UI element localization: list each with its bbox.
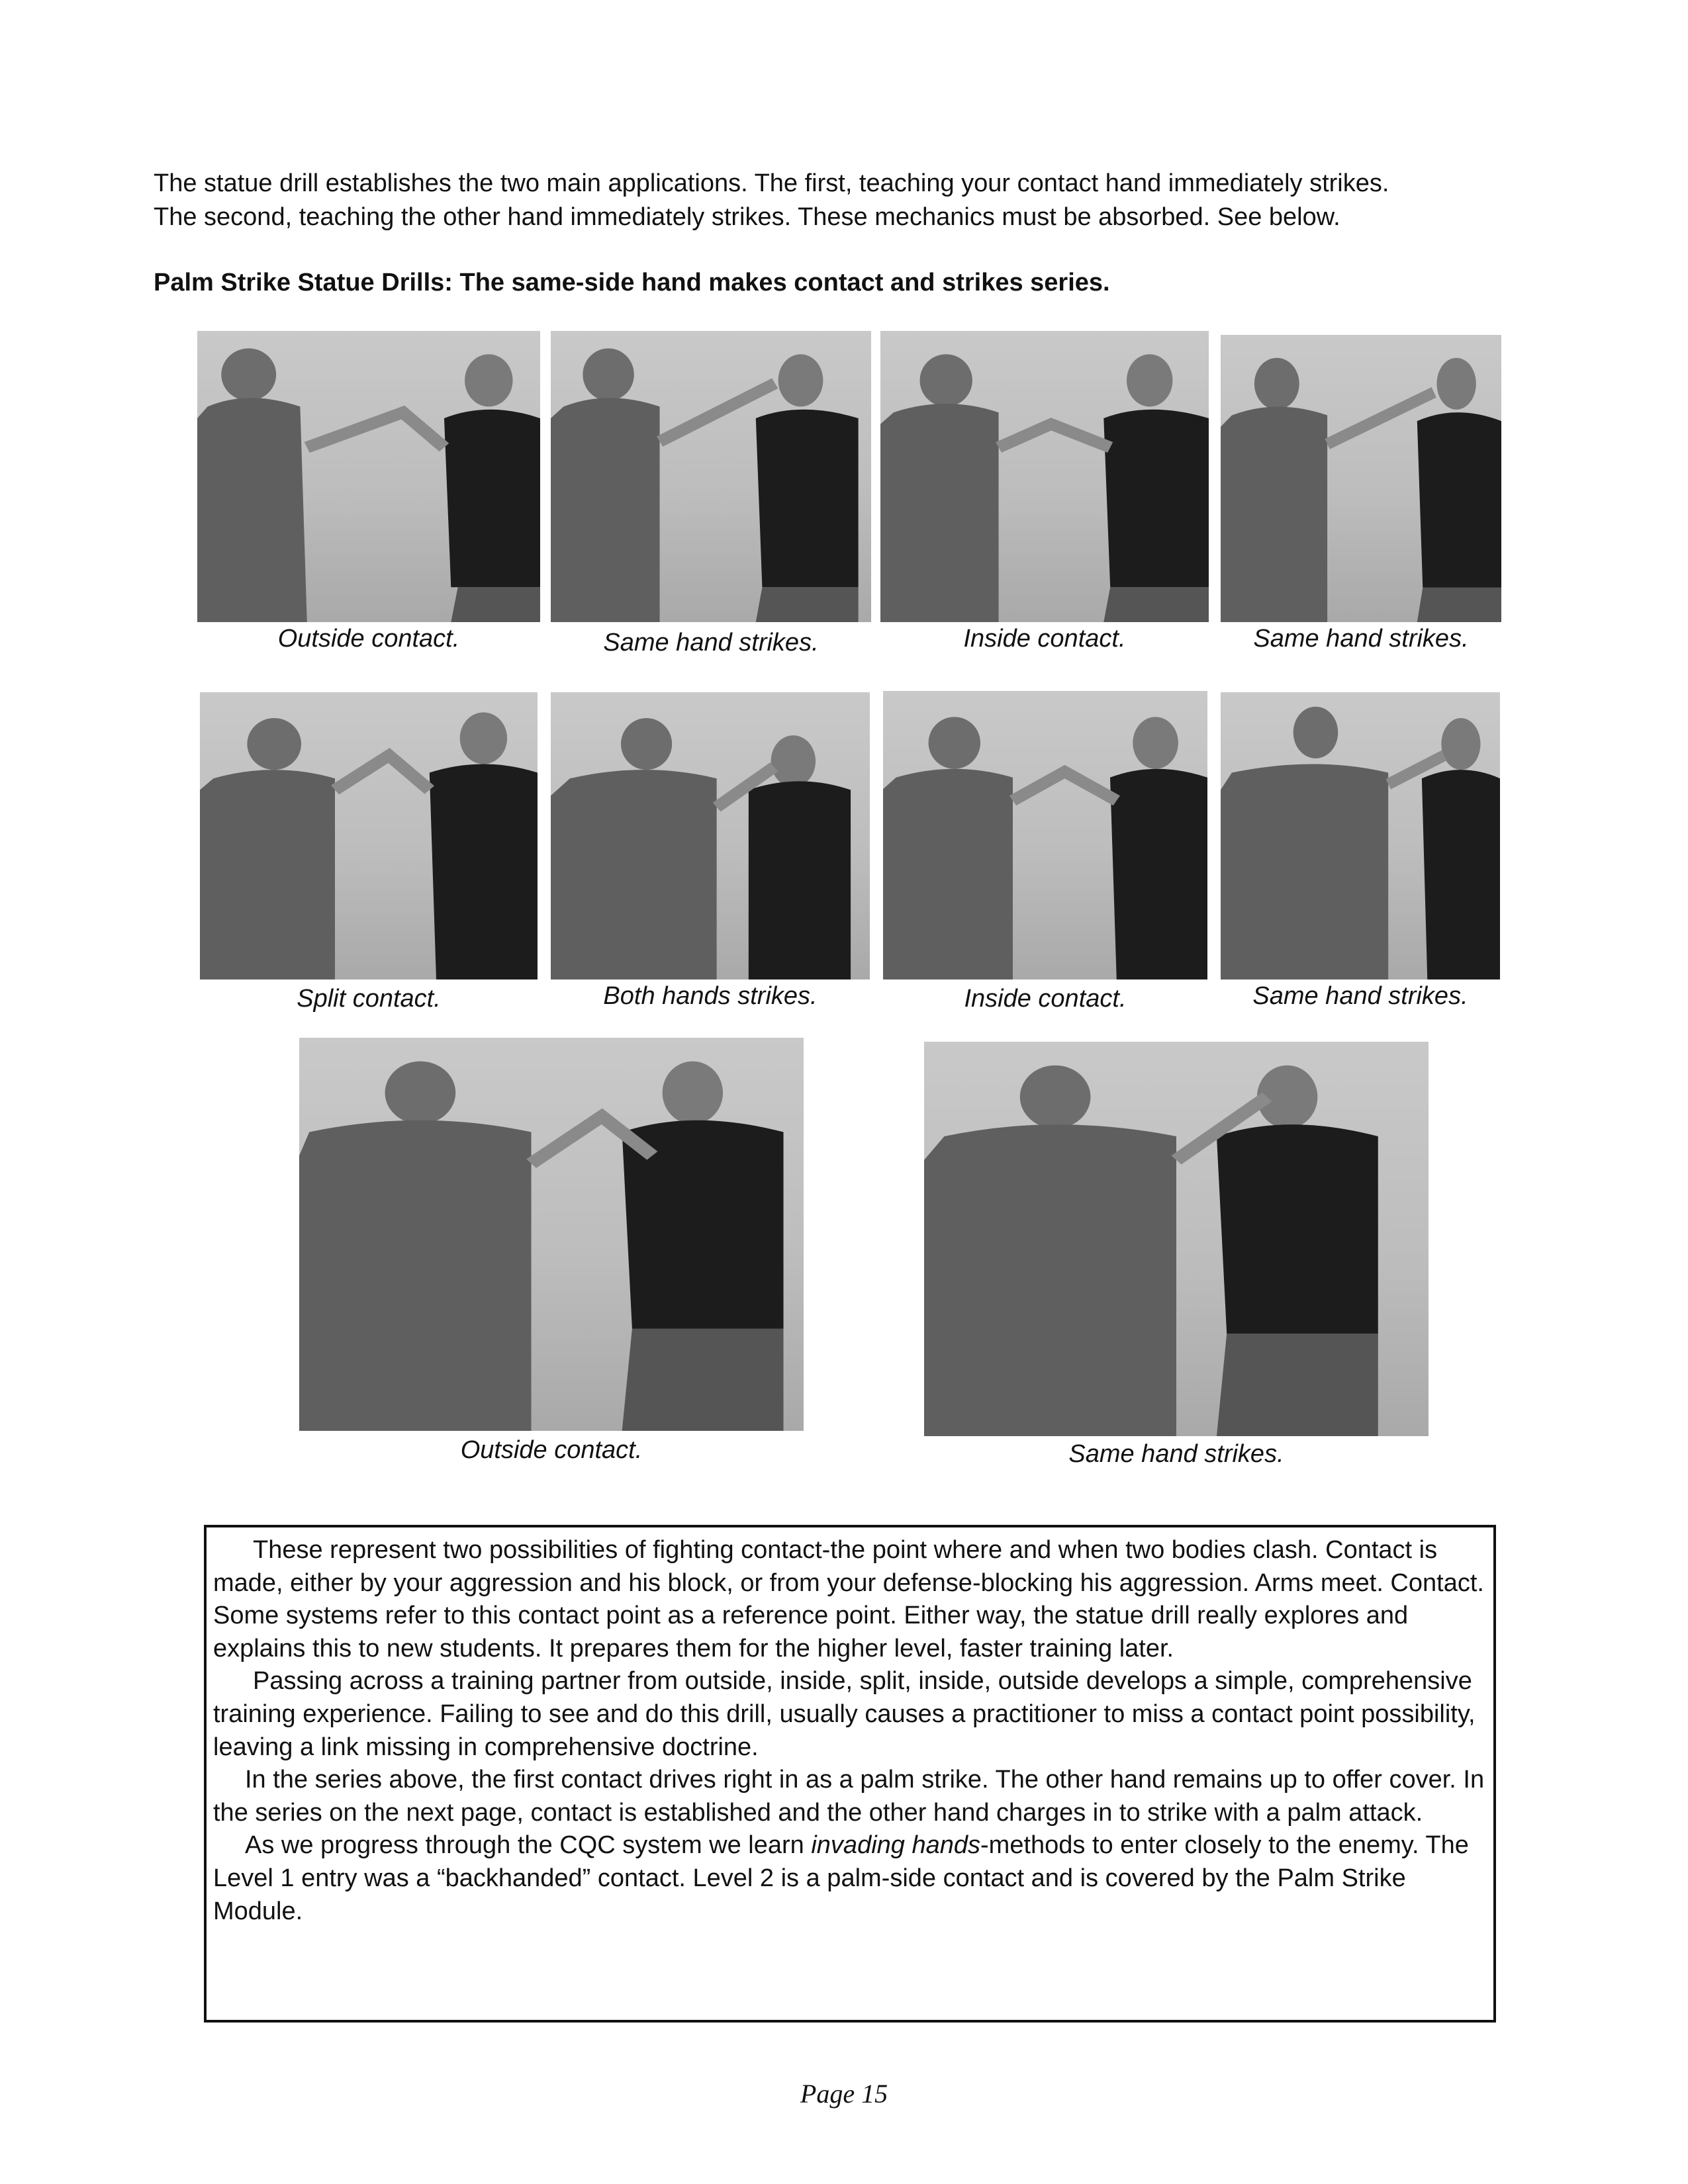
box-paragraph-2: Passing across a training partner from outside, inside, split, inside, outside develops a simple, comprehensive training experience. Failing to see and do this drill, usually causes a practitioner to miss a contact point possibility, leaving a link missing in comprehensive doctrine. [213, 1667, 1476, 1761]
box-paragraph-4: As we progress through the CQC system we learn invading hands-methods to enter closely to the enemy. The Level 1 entry was a “backhanded” contact. Level 2 is a palm-side contact and is covered by the Palm Strike Module. [213, 1831, 1469, 1925]
page-number: Page 15 [800, 2079, 888, 2109]
photo-both-hands-strikes [551, 692, 870, 979]
box-paragraph-1: These represent two possibilities of fighting contact-the point where and when two bodies clash. Contact is made, either by your aggression and his block, or from your defense-blocking his aggression. Arms meet. Contact. Some systems refer to this contact point as a reference point. Either way, the statue drill really explores and explains this to new students. It prepares them for the higher level, faster training later. [213, 1536, 1484, 1662]
caption-same-hand-strikes: Same hand strikes. [1252, 982, 1468, 1010]
caption-inside-contact: Inside contact. [963, 625, 1126, 653]
invading-hands-term: invading hands [811, 1831, 981, 1860]
photo-outside-contact [197, 331, 540, 622]
intro-paragraph [154, 167, 1537, 234]
box-paragraph-3: In the series above, the first contact drives right in as a palm strike. The other hand remains up to offer cover. In the series on the next page, contact is established and the other hand charges in to strike with a palm attack. [213, 1766, 1485, 1827]
photo-same-hand-strikes-large [924, 1042, 1429, 1436]
photo-inside-contact-2 [883, 691, 1207, 979]
photo-split-contact [200, 692, 538, 979]
caption-same-hand-strikes: Same hand strikes. [603, 629, 819, 657]
photo-same-hand-strikes-1 [551, 331, 871, 622]
photo-same-hand-strikes-2 [1221, 335, 1501, 622]
caption-split-contact: Split contact. [297, 985, 441, 1013]
photo-inside-contact-1 [880, 331, 1209, 622]
section-heading: Palm Strike Statue Drills: The same-side hand makes contact and strikes series. [154, 269, 1110, 296]
caption-same-hand-strikes: Same hand strikes. [1253, 625, 1469, 653]
photo-outside-contact-large [299, 1038, 804, 1431]
photo-same-hand-strikes-3 [1221, 692, 1500, 979]
caption-inside-contact: Inside contact. [964, 985, 1127, 1013]
intro-line-1: The statue drill establishes the two main applications. The first, teaching your contact hand immediately strikes. [154, 169, 1389, 197]
caption-both-hands-strikes: Both hands strikes. [603, 982, 818, 1010]
caption-outside-contact: Outside contact. [277, 625, 460, 653]
explanation-box [204, 1525, 1496, 2023]
caption-same-hand-strikes-large: Same hand strikes. [1068, 1440, 1284, 1468]
intro-line-2: The second, teaching the other hand immediately strikes. These mechanics must be absorbed. See below. [154, 203, 1340, 231]
caption-outside-contact-large: Outside contact. [460, 1436, 643, 1464]
